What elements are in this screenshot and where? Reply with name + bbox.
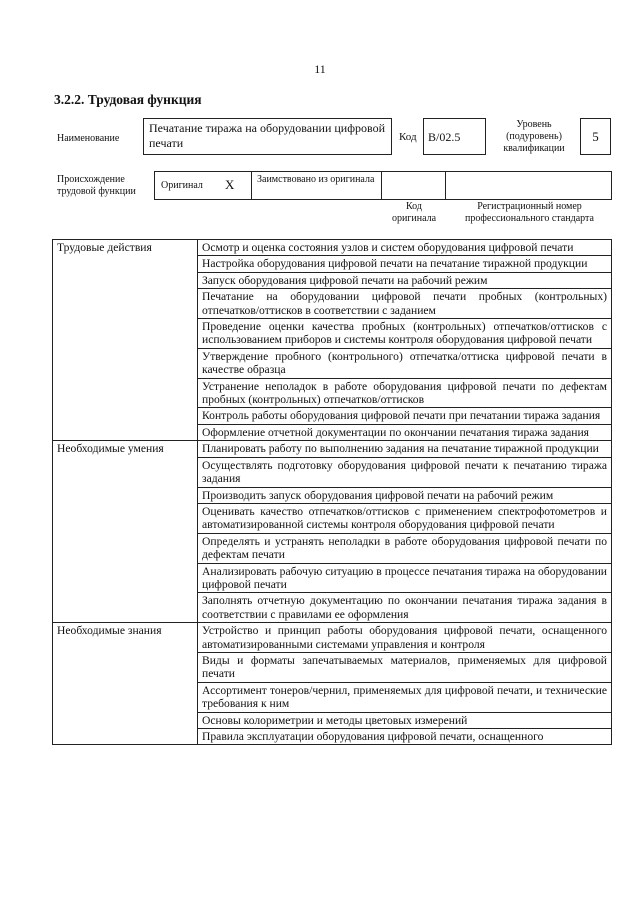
level-label: Уровень (подуровень) квалификации [503, 119, 565, 154]
code-label: Код [399, 131, 417, 143]
name-label: Наименование [57, 133, 120, 144]
reg-number-box [445, 171, 612, 200]
level-value: 5 [592, 129, 599, 144]
page-number: 11 [314, 62, 326, 76]
section-title: 3.2.2. Трудовая функция [54, 92, 202, 107]
original-mark: X [225, 177, 235, 192]
item-cell: Проведение оценки качества пробных (контрольных) отпечатков/оттисков с использованием приборов и системы контроля оборудования цифровой печати [198, 319, 612, 349]
function-table [52, 239, 612, 745]
item-cell: Анализировать рабочую ситуацию в процессе печатания тиража на оборудовании цифровой печати [198, 563, 612, 593]
item-cell: Оформление отчетной документации по окончании печатания тиража задания [198, 424, 612, 440]
category-cell: Необходимые знания [53, 623, 198, 745]
code-box [423, 118, 486, 155]
original-label: Оригинал [161, 180, 203, 191]
item-cell: Утверждение пробного (контрольного) отпечатка/оттиска цифровой печати в качестве образца [198, 348, 612, 378]
origin-label: Происхождение трудовой функции [57, 174, 136, 197]
table-row [53, 240, 612, 256]
code-value: B/02.5 [428, 130, 461, 144]
item-cell: Виды и форматы запечатываемых материалов, применяемых для цифровой печати [198, 652, 612, 682]
table-row [53, 441, 612, 457]
item-cell: Заполнять отчетную документацию по окончании печатания тиража задания в соответствии с правилами ее оформления [198, 593, 612, 623]
item-cell: Основы колориметрии и методы цветовых измерений [198, 712, 612, 728]
code-original-label: Код оригинала [391, 201, 437, 224]
table-row [53, 623, 612, 653]
category-cell: Необходимые умения [53, 441, 198, 623]
level-box [580, 118, 611, 155]
item-cell: Правила эксплуатации оборудования цифровой печати, оснащенного [198, 729, 612, 745]
item-cell: Настройка оборудования цифровой печати на печатание тиражной продукции [198, 256, 612, 272]
item-cell: Контроль работы оборудования цифровой печати при печатании тиража задания [198, 408, 612, 424]
item-cell: Устранение неполадок в работе оборудования цифровой печати по дефектам пробных (контрольных) отпечатков/оттисков [198, 378, 612, 408]
function-name-box [143, 118, 392, 155]
item-cell: Печатание на оборудовании цифровой печати пробных (контрольных) отпечатков/оттисков в соответствии с заданием [198, 289, 612, 319]
item-cell: Осмотр и оценка состояния узлов и систем оборудования цифровой печати [198, 240, 612, 256]
borrowed-label: Заимствовано из оригинала [257, 174, 375, 185]
item-cell: Определять и устранять неполадки в работе оборудования цифровой печати по дефектам печати [198, 533, 612, 563]
item-cell: Производить запуск оборудования цифровой печати на рабочий режим [198, 487, 612, 503]
code-original-box [381, 171, 446, 200]
item-cell: Осуществлять подготовку оборудования цифровой печати к печатанию тиража задания [198, 457, 612, 487]
item-cell: Запуск оборудования цифровой печати на рабочий режим [198, 272, 612, 288]
item-cell: Оценивать качество отпечатков/оттисков с применением спектрофотометров и автоматизированной системы контроля оборудования цифровой печати [198, 503, 612, 533]
function-name-value: Печатание тиража на оборудовании цифровой печати [149, 121, 386, 150]
item-cell: Ассортимент тонеров/чернил, применяемых для цифровой печати, и технические требования к ним [198, 682, 612, 712]
reg-number-label: Регистрационный номер профессионального стандарта [465, 201, 594, 224]
item-cell: Планировать работу по выполнению задания на печатание тиражной продукции [198, 441, 612, 457]
item-cell: Устройство и принцип работы оборудования цифровой печати, оснащенного автоматизированными системами управления и контроля [198, 623, 612, 653]
category-cell: Трудовые действия [53, 240, 198, 441]
